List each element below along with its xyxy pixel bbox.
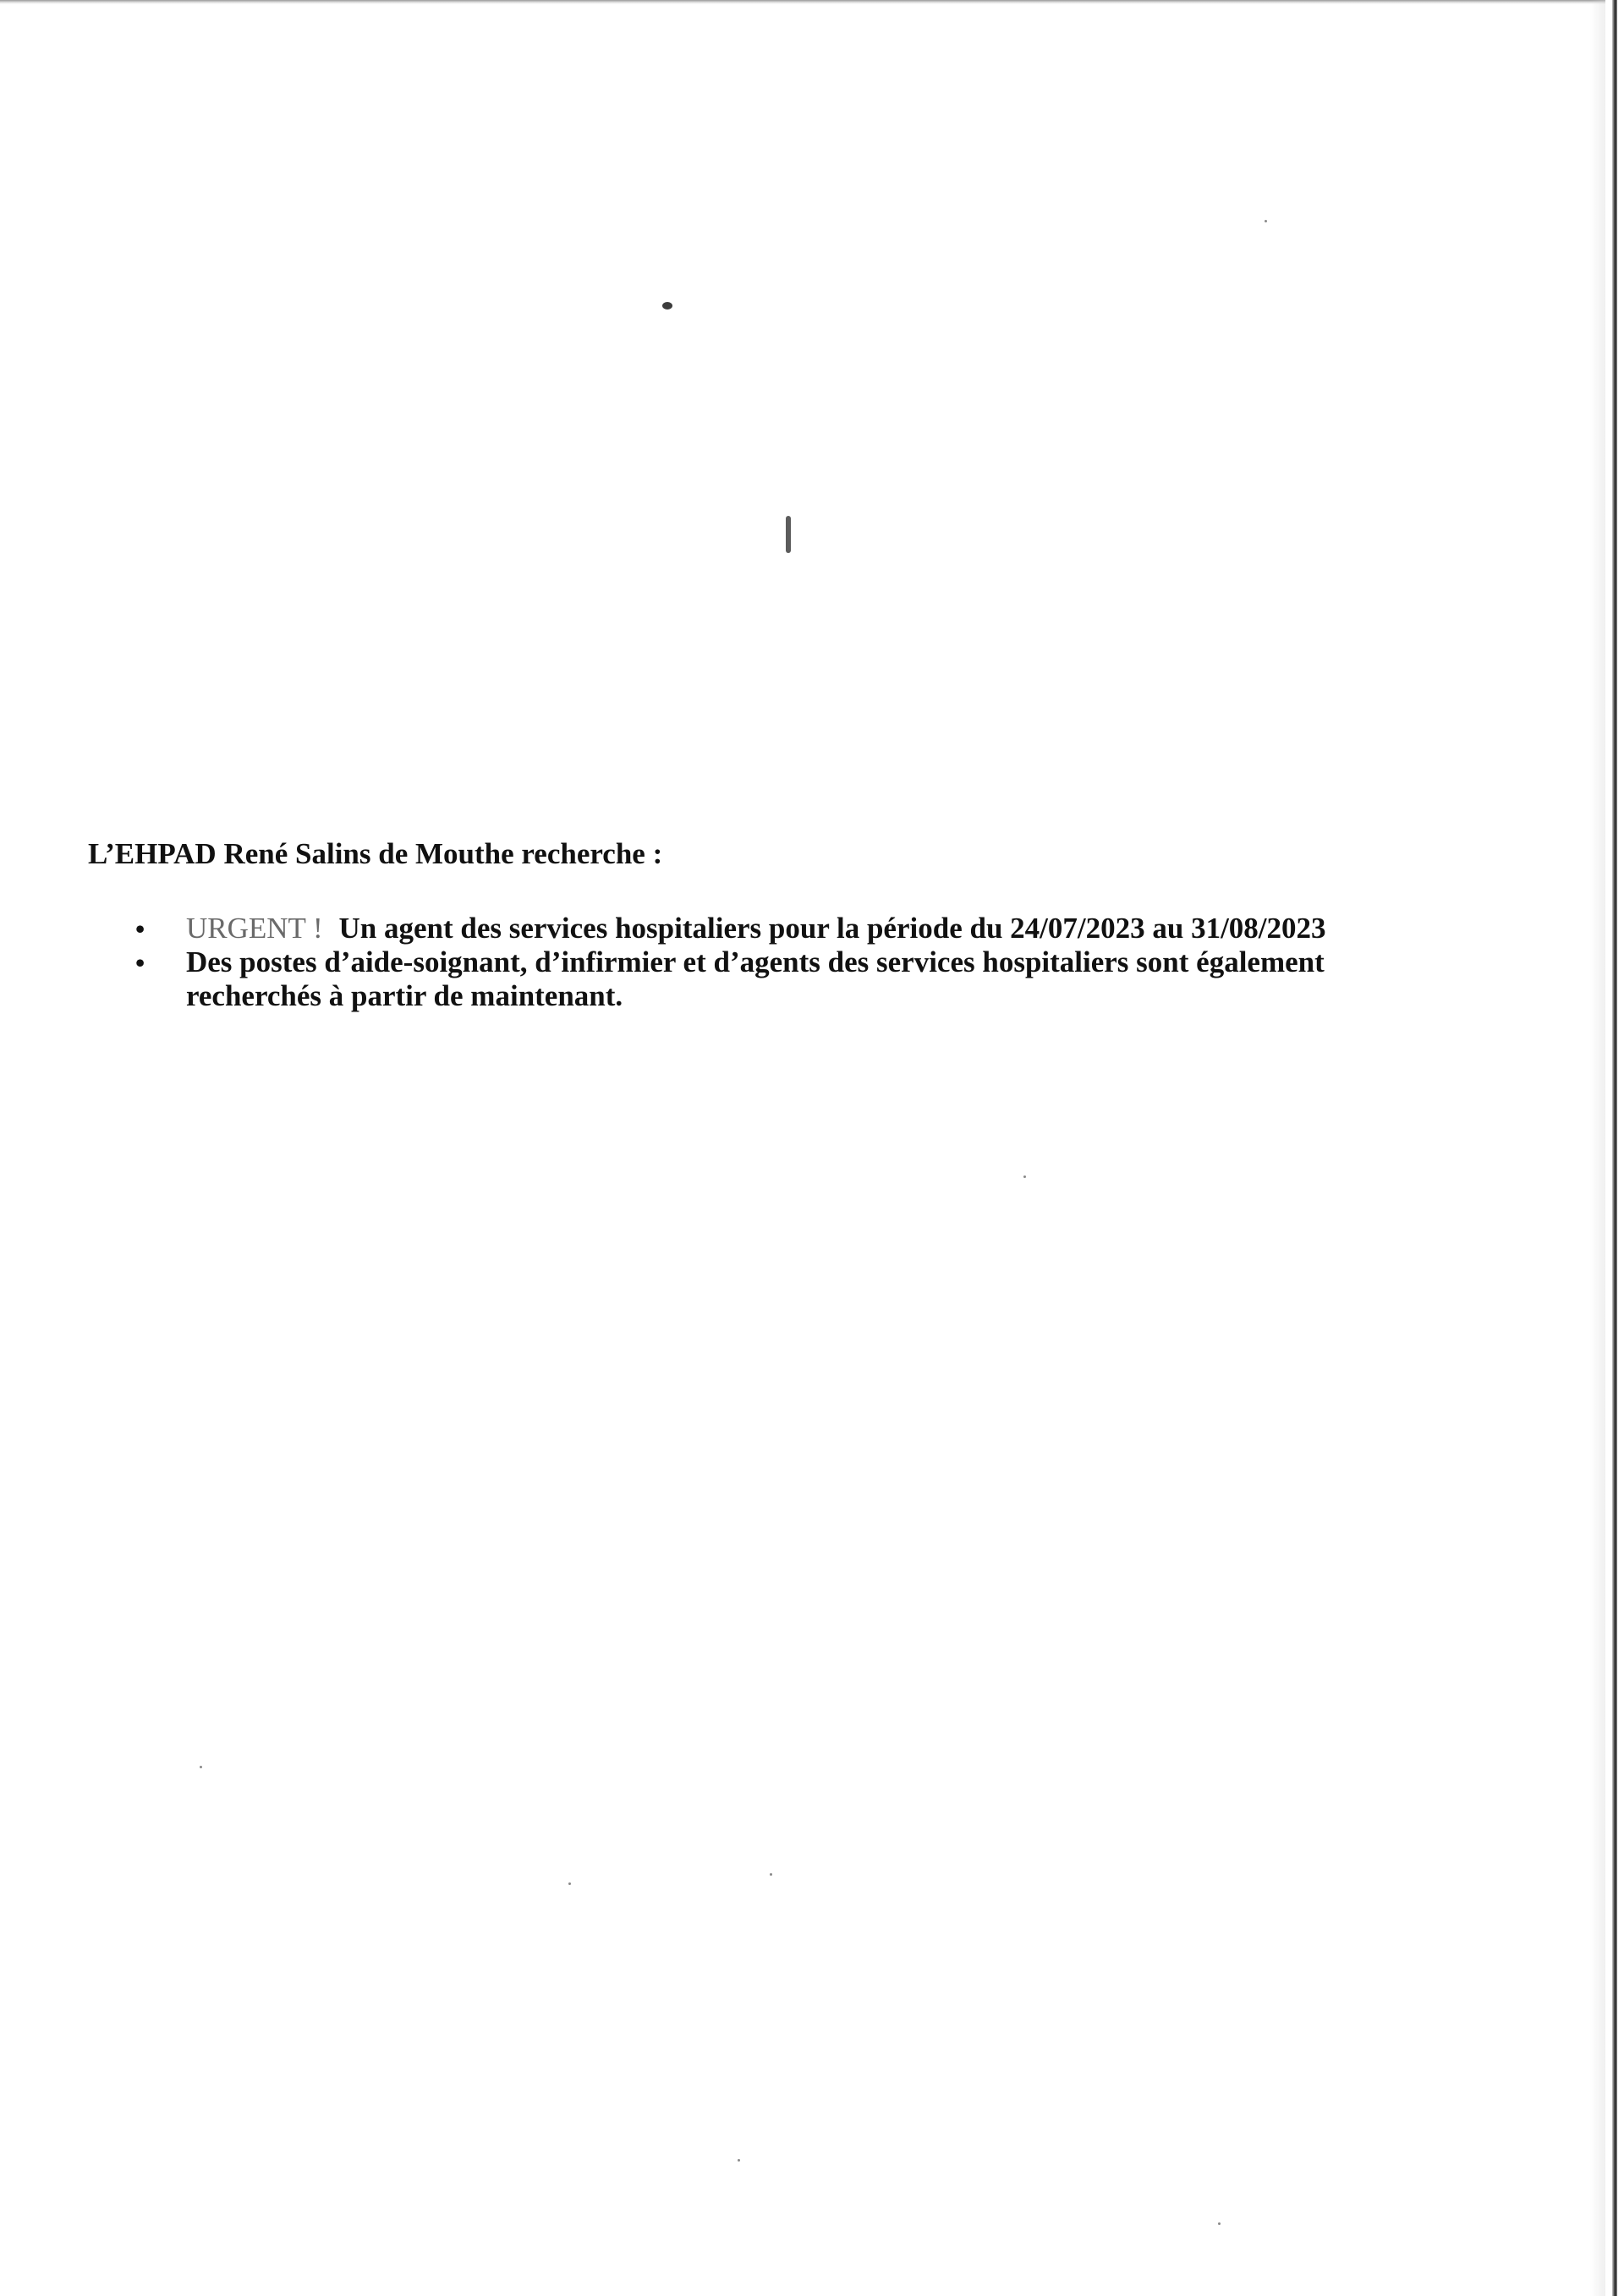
job-item-text: Un agent des services hospitaliers pour la période du 24/07/2023 au 31/08/2023: [338, 912, 1326, 945]
page-heading: L’EHPAD René Salins de Mouthe recherche :: [88, 837, 663, 870]
scan-speck: [568, 1882, 571, 1885]
list-item: [135, 945, 1455, 1013]
scan-top-edge: [0, 0, 1624, 4]
scan-speck: [738, 2159, 740, 2162]
scan-speck: [1265, 220, 1267, 222]
scan-speck: [786, 516, 791, 553]
urgent-label: URGENT !: [186, 912, 323, 945]
scan-speck: [1218, 2222, 1221, 2225]
bullet-icon: •: [135, 913, 145, 944]
scan-right-edge: [1605, 0, 1624, 2296]
job-item-text: Des postes d’aide-soignant, d’infirmier et d’agents des services hospitaliers sont également recherchés à partir de maintenant.: [186, 945, 1325, 1012]
job-openings-list: [135, 912, 1455, 1013]
scan-speck: [770, 1873, 772, 1876]
list-item: [135, 912, 1455, 945]
scan-speck: [1023, 1175, 1026, 1178]
scan-right-shadow: [1590, 0, 1605, 2296]
scan-speck: [200, 1766, 202, 1768]
bullet-icon: •: [135, 947, 145, 978]
scan-speck: [662, 302, 672, 310]
